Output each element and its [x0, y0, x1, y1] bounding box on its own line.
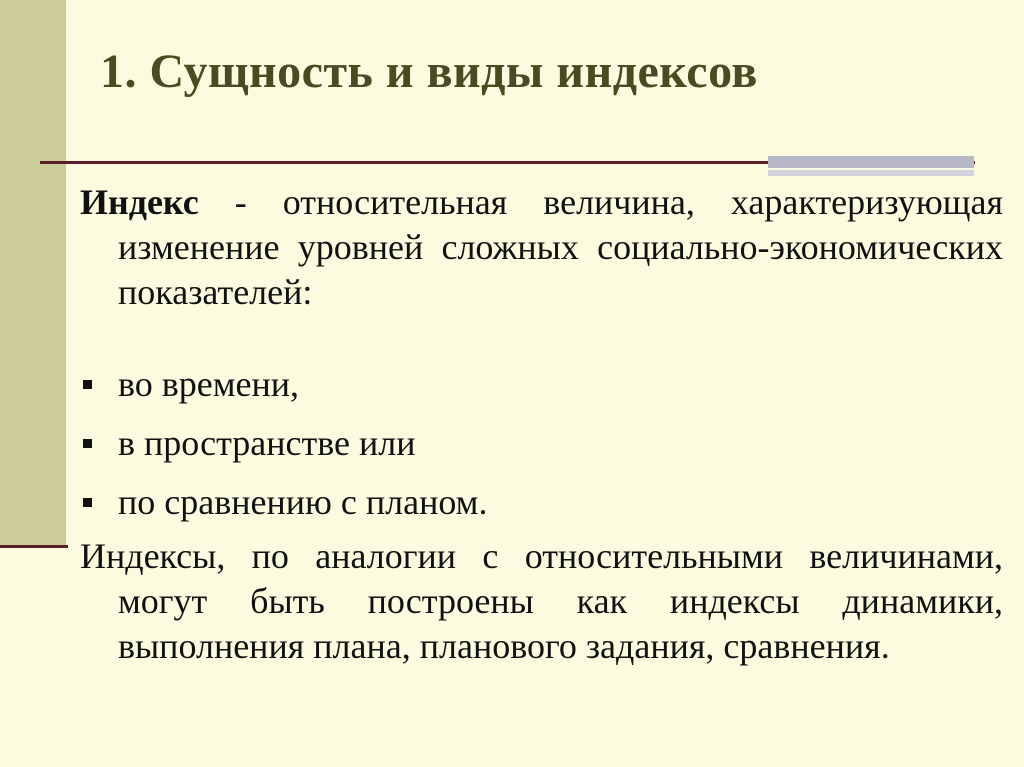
list-item	[80, 362, 1003, 421]
side-decoration-band	[0, 0, 66, 545]
bullet-list	[80, 362, 1003, 539]
list-item	[80, 421, 1003, 480]
slide-title: 1. Сущность и виды индексов	[100, 45, 758, 98]
accent-bar	[768, 156, 974, 168]
definition-text: относительная величина, характеризующая изменение уровней сложных социально-экономических показателей:	[118, 182, 1003, 312]
definition-separator: -	[198, 182, 283, 222]
square-bullet-icon	[83, 380, 92, 389]
note-block	[80, 534, 1003, 669]
square-bullet-icon	[83, 439, 92, 448]
definition-paragraph	[80, 180, 1003, 315]
definition-block	[80, 180, 1003, 315]
definition-term: Индекс	[80, 182, 199, 222]
list-item	[80, 480, 1003, 539]
accent-bar-shadow	[768, 170, 974, 176]
note-paragraph: Индексы, по аналогии с относительными величинами, могут быть построены как индексы динамики, выполнения плана, планового задания, сравнения.	[80, 536, 1003, 666]
side-divider-line	[0, 545, 68, 548]
square-bullet-icon	[83, 498, 92, 507]
bullet-text: в пространстве или	[118, 423, 416, 463]
bullet-text: по сравнению с планом.	[118, 482, 488, 522]
bullet-text: во времени,	[118, 364, 300, 404]
